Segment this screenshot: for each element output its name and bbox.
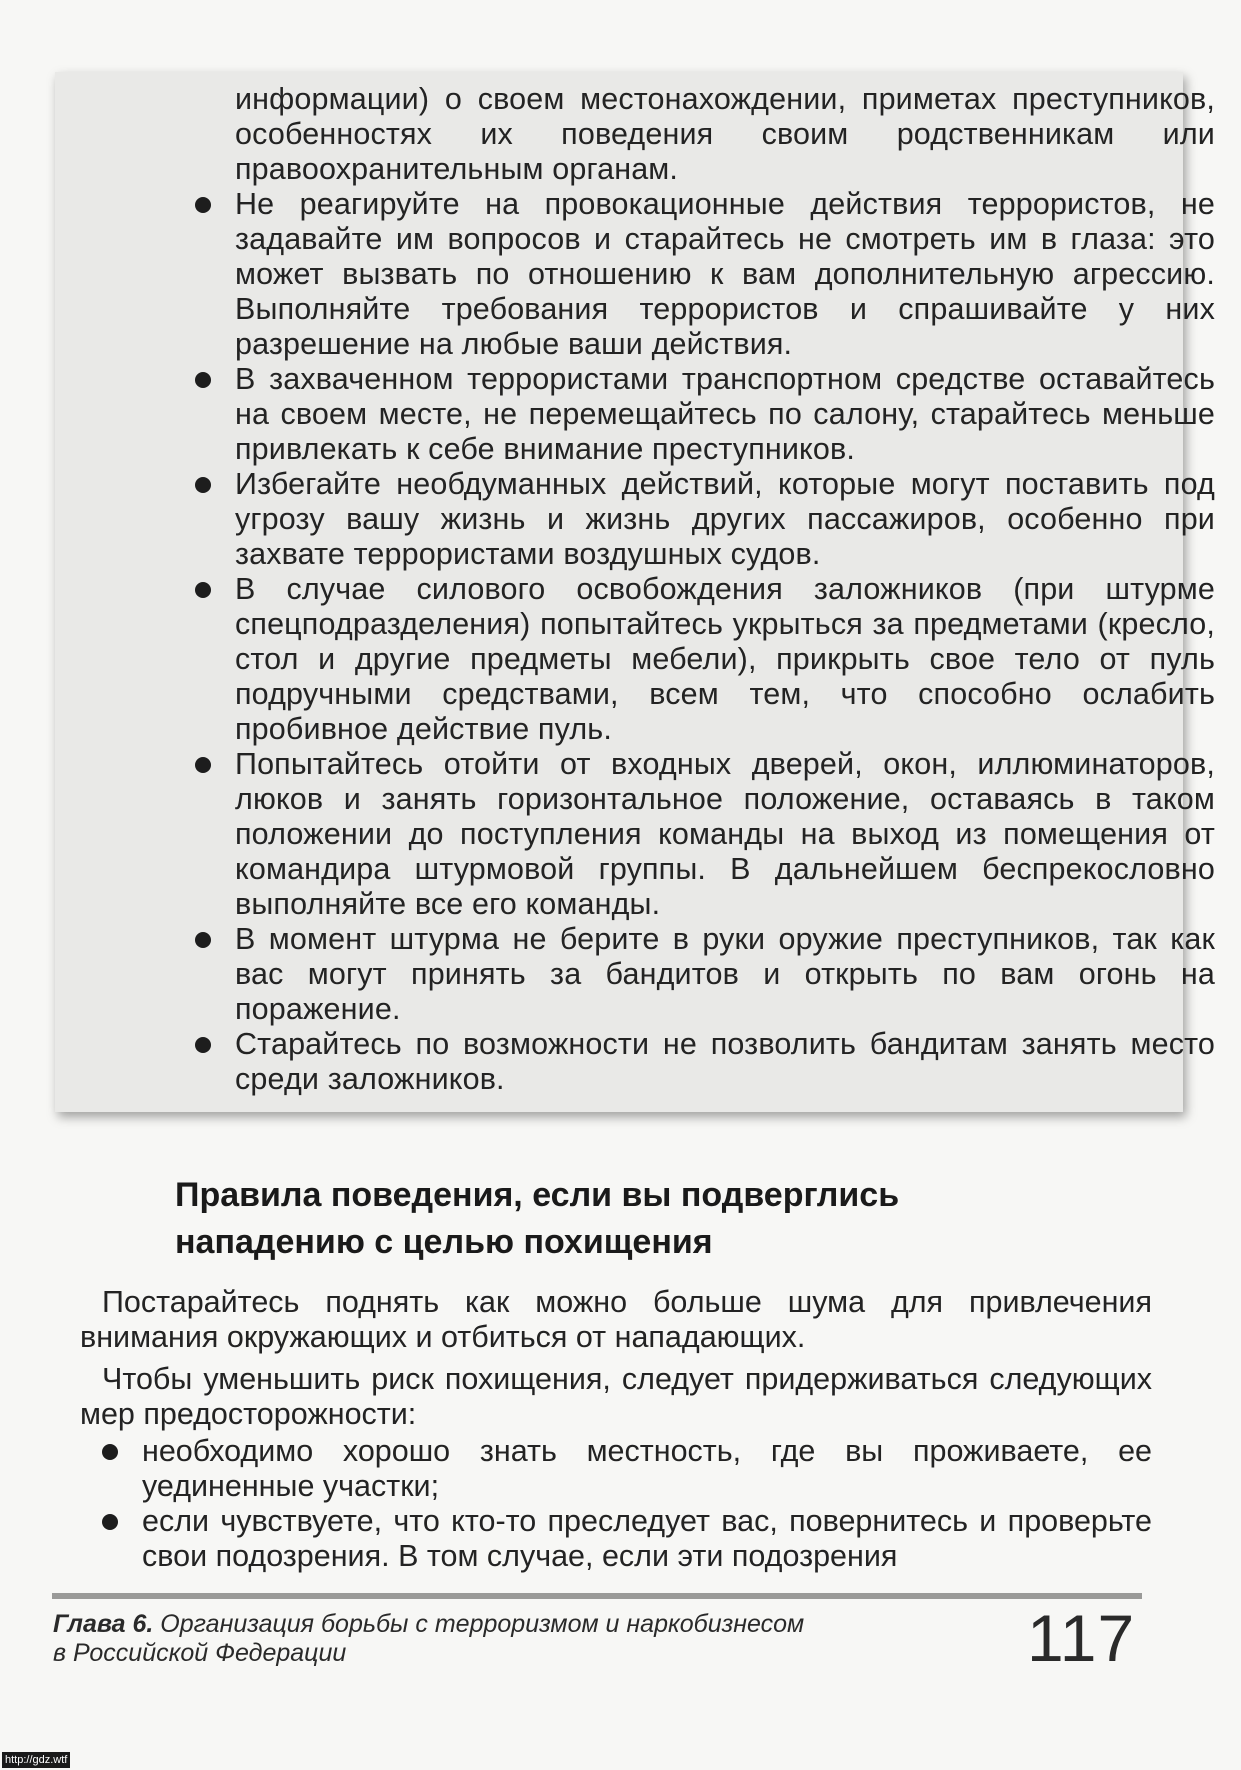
section-heading-line2: нападению с целью похищения [175, 1223, 713, 1261]
section-paragraph: Чтобы уменьшить риск похищения, следует придерживаться следующих мер предосторожности: [80, 1362, 1152, 1431]
section-body [80, 1285, 1152, 1574]
list-item [142, 1434, 1152, 1504]
list-item [142, 1504, 1152, 1574]
bullet-icon [195, 477, 211, 493]
list-item-text: Не реагируйте на провокационные действия террористов, не задавайте им вопросов и старайтесь не смотреть им в глаза: это может вызвать по отношению к вам дополнительную агрессию. Выполняйте требования террористов и спрашивайте у них разрешение на любые ваши действия. [235, 187, 1215, 361]
list-item [235, 1027, 1215, 1097]
hostage-rules-list [235, 82, 1215, 1097]
footer-divider [52, 1593, 1142, 1599]
bullet-icon [195, 1037, 211, 1053]
bullet-icon [195, 372, 211, 388]
list-item-text: В захваченном террористами транспортном средстве оставайтесь на своем месте, не перемещайтесь по салону, старайтесь меньше привлекать к себе внимание преступников. [235, 362, 1215, 466]
bullet-icon [102, 1444, 118, 1460]
bullet-icon [195, 582, 211, 598]
chapter-footer [53, 1610, 1053, 1668]
list-item-text: необходимо хорошо знать местность, где вы проживаете, ее уединенные участки; [142, 1434, 1152, 1503]
precautions-list [80, 1434, 1152, 1574]
bullet-icon [195, 197, 211, 213]
chapter-title: Организация борьбы с терроризмом и наркобизнесом [153, 1610, 805, 1638]
list-item-text: В случае силового освобождения заложников (при штурме спецподразделения) попытайтесь укрыться за предметами (кресло, стол и другие предметы мебели), прикрыть свое тело от пуль подручными средствами, всем тем, что способно ослабить пробивное действие пуль. [235, 572, 1215, 746]
bullet-icon [195, 932, 211, 948]
list-item [235, 572, 1215, 747]
panel-intro-text: информации) о своем местонахождении, приметах преступников, особенностях их поведения своим родственникам или правоохранительным органам. [235, 82, 1215, 186]
list-item-text: Старайтесь по возможности не позволить бандитам занять место среди заложников. [235, 1027, 1215, 1096]
hostage-rules-panel [55, 72, 1215, 1112]
bullet-icon [102, 1514, 118, 1530]
list-item [235, 922, 1215, 1027]
list-item-text: Попытайтесь отойти от входных дверей, окон, иллюминаторов, люков и занять горизонтальное положение, оставаясь в таком положении до поступления команды на выход из помещения от командира штурмовой группы. В дальнейшем беспрекословно выполняйте все его команды. [235, 747, 1215, 921]
site-watermark[interactable]: http://gdz.wtf [2, 1752, 70, 1768]
section-heading [175, 1172, 1125, 1266]
list-item-text: Избегайте необдуманных действий, которые могут поставить под угрозу вашу жизнь и жизнь других пассажиров, особенно при захвате террористами воздушных судов. [235, 467, 1215, 571]
list-item [235, 747, 1215, 922]
page-number: 117 [1027, 1601, 1136, 1675]
list-item-text: В момент штурма не берите в руки оружие преступников, так как вас могут принять за бандитов и открыть по вам огонь на поражение. [235, 922, 1215, 1026]
list-item-text: если чувствуете, что кто-то преследует вас, повернитесь и проверьте свои подозрения. В том случае, если эти подозрения [142, 1504, 1152, 1573]
chapter-label: Глава 6. [53, 1610, 154, 1638]
bullet-icon [195, 757, 211, 773]
section-heading-line1: Правила поведения, если вы подверглись [175, 1176, 900, 1214]
list-item [235, 187, 1215, 362]
section-paragraph: Постарайтесь поднять как можно больше шума для привлечения внимания окружающих и отбиться от нападающих. [80, 1285, 1152, 1354]
list-item [235, 362, 1215, 467]
chapter-title-line2: в Российской Федерации [53, 1639, 347, 1667]
list-item [235, 467, 1215, 572]
